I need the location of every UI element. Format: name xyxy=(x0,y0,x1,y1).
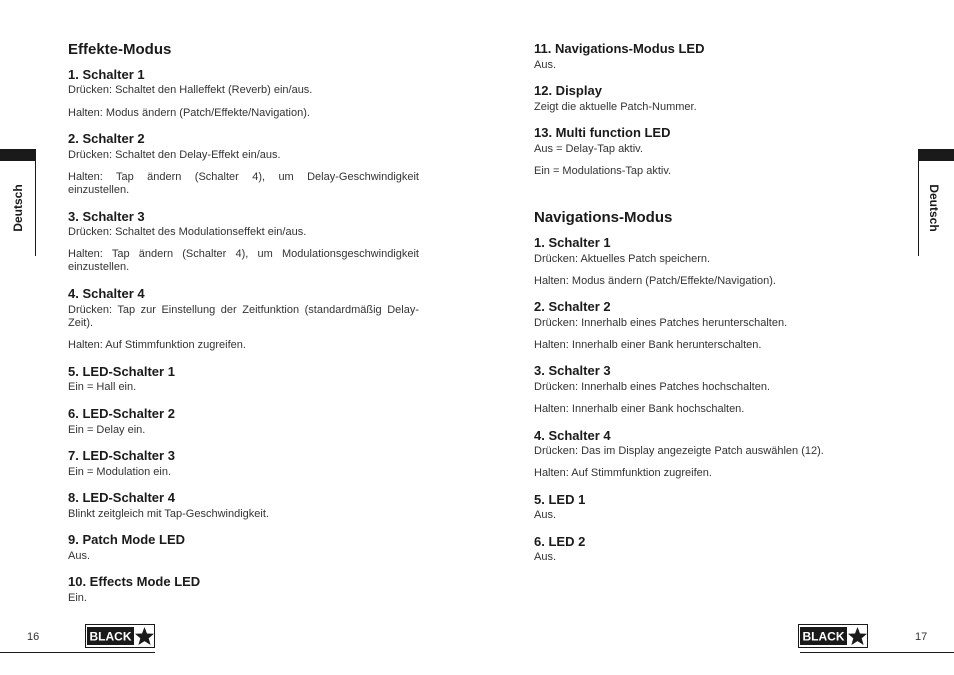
section-title: 5. LED-Schalter 1 xyxy=(68,364,175,379)
left-page-heading: Effekte-Modus xyxy=(68,41,172,58)
svg-text:BLACK: BLACK xyxy=(89,629,132,644)
section-title: 1. Schalter 1 xyxy=(534,235,611,250)
section-text: Halten: Innerhalb einer Bank hochschalten. xyxy=(534,403,745,415)
left-side-tab xyxy=(0,149,36,161)
section-text: Ein = Hall ein. xyxy=(68,381,137,393)
section-title: 7. LED-Schalter 3 xyxy=(68,448,175,463)
section-title: 12. Display xyxy=(534,83,602,98)
right-footer-rule xyxy=(800,652,954,653)
section-title: 5. LED 1 xyxy=(534,492,586,507)
section-title: 4. Schalter 4 xyxy=(534,428,611,443)
section-text: Halten: Tap ändern (Schalter 4), um Modulationsgeschwindigkeit einzustellen. xyxy=(68,248,419,273)
section-text: Blinkt zeitgleich mit Tap-Geschwindigkeit. xyxy=(68,508,269,520)
right-page-number: 17 xyxy=(915,631,928,643)
section-text: Aus = Delay-Tap aktiv. xyxy=(534,143,643,155)
section-text: Halten: Tap ändern (Schalter 4), um Delay-Geschwindigkeit einzustellen. xyxy=(68,171,419,196)
section-text: Drücken: Innerhalb eines Patches hochschalten. xyxy=(534,381,771,393)
section-text: Aus. xyxy=(534,551,557,563)
right-side-tab xyxy=(918,149,954,161)
section-title: 11. Navigations-Modus LED xyxy=(534,41,705,56)
section-text: Aus. xyxy=(534,59,557,71)
section-text: Drücken: Schaltet den Halleffekt (Reverb) ein/aus. xyxy=(68,84,313,96)
section-text: Ein = Modulation ein. xyxy=(68,466,172,478)
section-text: Ein = Delay ein. xyxy=(68,424,146,436)
section-text: Drücken: Innerhalb eines Patches herunterschalten. xyxy=(534,317,788,329)
right-language-tab-label: Deutsch xyxy=(927,184,941,232)
section-text: Halten: Modus ändern (Patch/Effekte/Navigation). xyxy=(68,107,310,119)
left-side-tab-rule xyxy=(35,149,36,256)
black-star-logo xyxy=(85,624,155,648)
section-title: 2. Schalter 2 xyxy=(534,299,611,314)
section-title: 4. Schalter 4 xyxy=(68,286,145,301)
section-text: Drücken: Schaltet des Modulationseffekt ein/aus. xyxy=(68,226,307,238)
section-title: 1. Schalter 1 xyxy=(68,67,145,82)
section-title: 3. Schalter 3 xyxy=(68,209,145,224)
black-star-logo xyxy=(798,624,868,648)
section-text: Ein = Modulations-Tap aktiv. xyxy=(534,165,672,177)
left-footer-rule xyxy=(0,652,155,653)
section-title: 6. LED-Schalter 2 xyxy=(68,406,175,421)
section-title: 10. Effects Mode LED xyxy=(68,574,201,589)
section-text: Drücken: Tap zur Einstellung der Zeitfunktion (standardmäßig Delay-Zeit). xyxy=(68,304,419,329)
left-language-tab-label: Deutsch xyxy=(11,184,25,232)
right-side-tab-rule xyxy=(918,149,919,256)
section-text: Halten: Innerhalb einer Bank herunterschalten. xyxy=(534,339,762,351)
section-text: Halten: Auf Stimmfunktion zugreifen. xyxy=(534,467,712,479)
section-text: Drücken: Schaltet den Delay-Effekt ein/aus. xyxy=(68,149,281,161)
section-text: Halten: Modus ändern (Patch/Effekte/Navigation). xyxy=(534,275,776,287)
section-title: 3. Schalter 3 xyxy=(534,363,611,378)
section-text: Ein. xyxy=(68,592,87,604)
section-text: Drücken: Das im Display angezeigte Patch auswählen (12). xyxy=(534,445,824,457)
section-title: 8. LED-Schalter 4 xyxy=(68,490,175,505)
section-text: Drücken: Aktuelles Patch speichern. xyxy=(534,253,711,265)
left-page-number: 16 xyxy=(27,631,40,643)
right-page-heading: Navigations-Modus xyxy=(534,209,673,226)
section-text: Aus. xyxy=(68,550,91,562)
section-text: Zeigt die aktuelle Patch-Nummer. xyxy=(534,101,697,113)
section-title: 9. Patch Mode LED xyxy=(68,532,186,547)
section-text: Aus. xyxy=(534,509,557,521)
section-title: 2. Schalter 2 xyxy=(68,131,145,146)
section-title: 13. Multi function LED xyxy=(534,125,671,140)
section-title: 6. LED 2 xyxy=(534,534,586,549)
svg-text:BLACK: BLACK xyxy=(802,629,845,644)
section-text: Halten: Auf Stimmfunktion zugreifen. xyxy=(68,339,246,351)
